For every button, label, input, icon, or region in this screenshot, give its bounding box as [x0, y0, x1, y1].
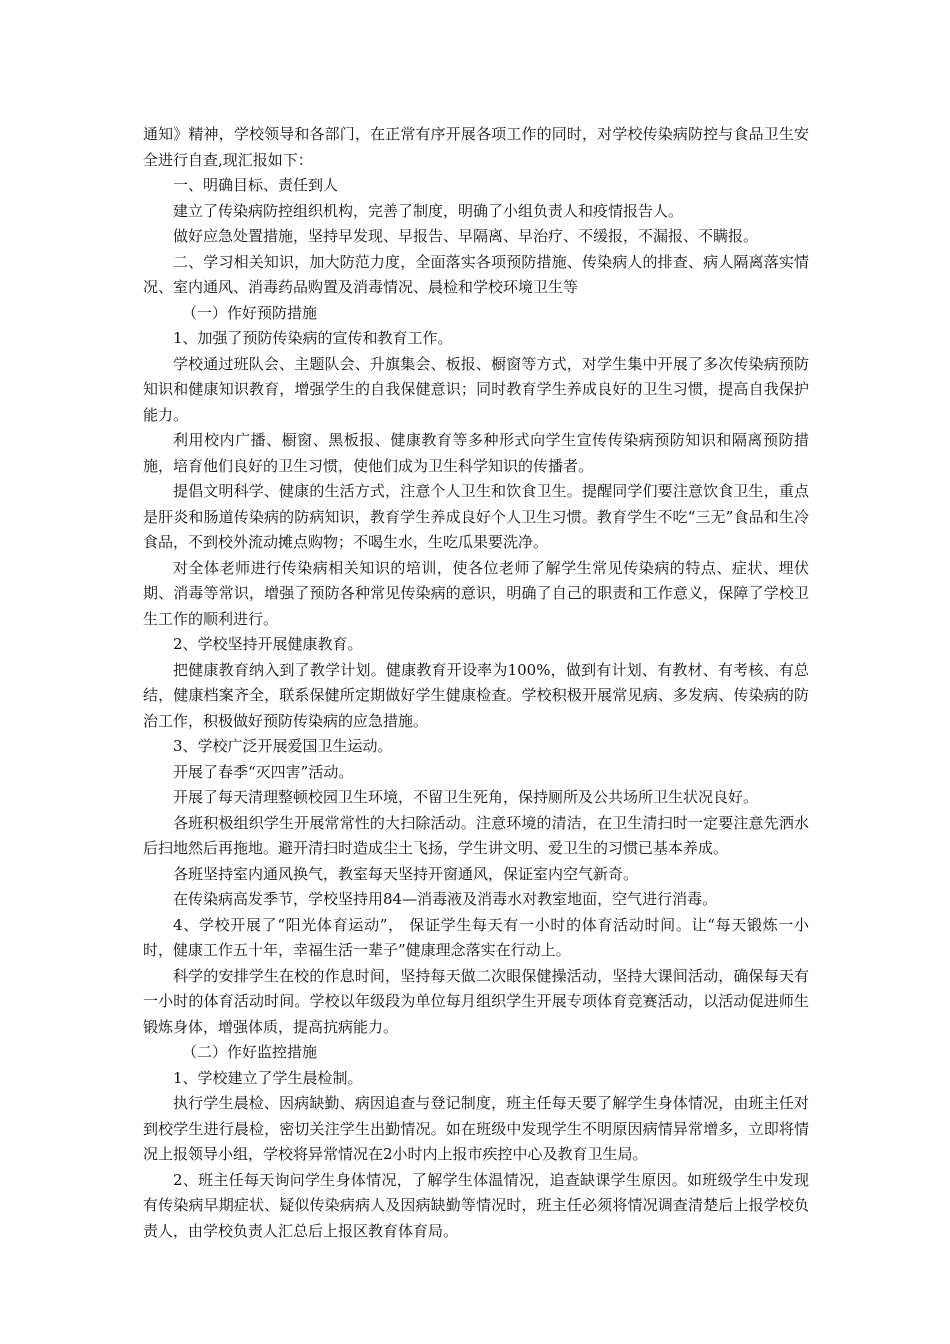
paragraph: 科学的安排学生在校的作息时间，坚持每天做二次眼保健操活动，坚持大课间活动，确保每天有一小时的体育活动时间。学校以年级段为单位每月组织学生开展专项体育竞赛活动，以活动促进师生锻炼身体，增强体质，提高抗病能力。 — [143, 966, 809, 1036]
paragraph: 把健康教育纳入到了教学计划。健康教育开设率为100%，做到有计划、有教材、有考核、有总结，健康档案齐全，联系保健所定期做好学生健康检查。学校积极开展常见病、多发病、传染病的防治工作，积极做好预防传染病的应急措施。 — [143, 660, 809, 730]
item-heading: 2、学校坚持开展健康教育。 — [173, 635, 363, 653]
paragraph: 提倡文明科学、健康的生活方式，注意个人卫生和饮食卫生。提醒同学们要注意饮食卫生，重点是肝炎和肠道传染病的防病知识，教育学生养成良好个人卫生习惯。教育学生不吃“三无”食品和生冷食品，不到校外流动摊点购物；不喝生水，生吃瓜果要洗净。 — [143, 482, 809, 551]
subsection-heading-1: （一）作好预防措施 — [182, 303, 318, 322]
paragraph: 各班积极组织学生开展常常性的大扫除活动。注意环境的清洁，在卫生清扫时一定要注意先洒水后扫地然后再拖地。避开清扫时造成尘土飞扬，学生讲文明、爱卫生的习惯已基本养成。 — [143, 813, 809, 857]
item-heading: 3、学校广泛开展爱国卫生运动。 — [173, 737, 393, 755]
subsection-heading-2: （二）作好监控措施 — [182, 1043, 318, 1061]
paragraph: 各班坚持室内通风换气，教室每天坚持开窗通风，保证室内空气新奇。 — [173, 864, 639, 883]
document-page — [143, 122, 809, 1244]
paragraph: 做好应急处置措施，坚持早发现、早报告、早隔离、早治疗、不缓报，不漏报、不瞒报。 — [173, 227, 759, 245]
paragraph: 在传染病高发季节，学校坚持用84—消毒液及消毒水对教室地面，空气进行消毒。 — [173, 890, 718, 908]
paragraph: 开展了每天清理整顿校园卫生环境，不留卫生死角，保持厕所及公共场所卫生状况良好。 — [173, 788, 759, 806]
item-heading: 1、学校建立了学生晨检制。 — [173, 1068, 363, 1087]
section-heading-2: 二、学习相关知识，加大防范力度，全面落实各项预防措施、传染病人的排查、病人隔离落实情况、室内通风、消毒药品购置及消毒情况、晨检和学校环境卫生等 — [143, 252, 809, 296]
paragraph: 利用校内广播、橱窗、黑板报、健康教育等多种形式向学生宣传传染病预防知识和隔离预防措施，培育他们良好的卫生习惯，使他们成为卫生科学知识的传播者。 — [143, 431, 809, 475]
paragraph: 对全体老师进行传染病相关知识的培训，使各位老师了解学生常见传染病的特点、症状、埋伏期、消毒等常识，增强了预防各种常见传染病的意识，明确了自己的职责和工作意义，保障了学校卫生工作的顺利进行。 — [143, 558, 809, 628]
paragraph-opening: 通知》精神，学校领导和各部门，在正常有序开展各项工作的同时，对学校传染病防控与食品卫生安全进行自查,现汇报如下： — [143, 125, 809, 169]
paragraph: 建立了传染病防控组织机构，完善了制度，明确了小组负责人和疫情报告人。 — [173, 201, 684, 220]
section-heading-1: 一、明确目标、责任到人 — [173, 176, 339, 194]
paragraph: 开展了春季“灭四害”活动。 — [173, 762, 354, 781]
paragraph: 学校通过班队会、主题队会、升旗集会、板报、橱窗等方式，对学生集中开展了多次传染病预防知识和健康知识教育，增强学生的自我保健意识；同时教育学生养成良好的卫生习惯，提高自我保护能力。 — [143, 354, 809, 424]
item-heading: 4、学校开展了“阳光体育运动”， 保证学生每天有一小时的体育活动时间。让“每天锻炼一小时，健康工作五十年，幸福生活一辈子”健康理念落实在行动上。 — [143, 915, 809, 959]
item-heading: 1、加强了预防传染病的宣传和教育工作。 — [173, 329, 453, 347]
paragraph: 执行学生晨检、因病缺勤、病因追查与登记制度，班主任每天要了解学生身体情况，由班主任对到校学生进行晨检，密切关注学生出勤情况。如在班级中发现学生不明原因病情异常增多，立即将情况上报领导小组，学校将异常情况在2小时内上报市疾控中心及教育卫生局。 — [143, 1094, 809, 1163]
paragraph: 2、班主任每天询问学生身体情况，了解学生体温情况，追查缺课学生原因。如班级学生中发现有传染病早期症状、疑似传染病病人及因病缺勤等情况时，班主任必须将情况调查清楚后上报学校负责人，由学校负责人汇总后上报区教育体育局。 — [143, 1170, 809, 1240]
